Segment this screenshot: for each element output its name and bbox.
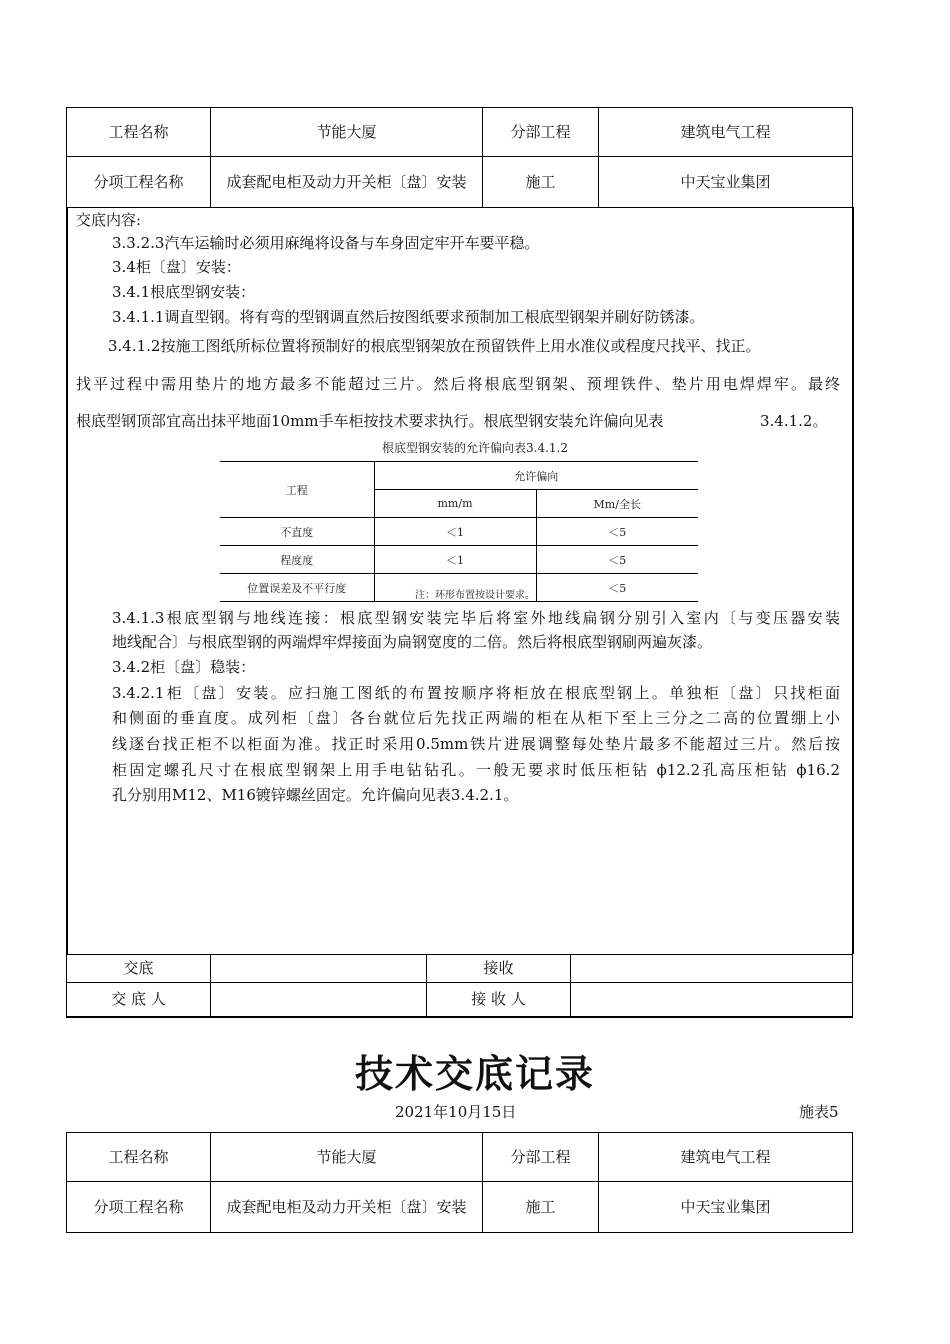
project-name-value: 节能大厦 [211,1133,483,1182]
row-total: ＜5 [536,546,698,574]
paragraph: 地线配合〕与根底型钢的两端焊牢焊接面为扁钢宽度的二倍。然后将根底型钢刷两遍灰漆。 [112,633,713,651]
col-mm-m-header: mm/m [374,490,536,518]
row-item: 位置误差及不平行度 [220,574,374,602]
table-note: 注：环形布置按设计要求。 [415,590,535,601]
handover-person-field[interactable] [211,983,427,1017]
paragraph: 3.4.2柜〔盘〕稳装： [112,658,256,676]
header-table-2 [66,1132,853,1233]
row-item: 不直度 [220,518,374,546]
form-number: 施表5 [799,1103,839,1121]
record-date: 2021年10月15日 [395,1103,517,1121]
col-deviation-header: 允许偏向 [374,462,698,490]
receive-person-field[interactable] [571,983,853,1017]
table-caption: 根底型钢安装的允许偏向表3.4.1.2 [382,441,568,455]
receive-label: 接收 [427,955,571,983]
division-value: 建筑电气工程 [599,1133,853,1182]
col-mm-total-header: Mm/全长 [536,490,698,518]
row-mm-m: ＜1 [374,518,536,546]
paragraph: 3.3.2.3汽车运输时必须用麻绳将设备与车身固定牢开车要平稳。 [112,234,540,252]
paragraph: 和侧面的垂直度。成列柜〔盘〕各台就位后先找正两端的柜在从柜下至上三分之二高的位置绷上小 [112,709,840,727]
page-title: 技术交底记录 [354,1052,595,1096]
subitem-value: 成套配电柜及动力开关柜〔盘〕安装 [211,1182,483,1233]
header-table [66,107,853,208]
subitem-label: 分项工程名称 [67,157,211,208]
handover-field[interactable] [211,955,427,983]
deviation-table [220,461,698,602]
paragraph: 3.4.1.2按施工图纸所标位置将预制好的根底型钢架放在预留铁件上用水准仪或程度尺找平、找正。 [108,337,761,355]
construction-label: 施工 [483,1182,599,1233]
paragraph: 3.4柜〔盘〕安装： [112,258,241,276]
paragraph: 3.4.1.3根底型钢与地线连接：根底型钢安装完毕后将室外地线扁钢分别引入室内〔与变压器安装 [112,609,840,627]
subitem-value: 成套配电柜及动力开关柜〔盘〕安装 [211,157,483,208]
division-label: 分部工程 [483,108,599,157]
project-name-value: 节能大厦 [211,108,483,157]
row-item: 程度度 [220,546,374,574]
table-reference: 3.4.1.2。 [760,412,828,430]
subitem-label: 分项工程名称 [67,1182,211,1233]
row-mm-m: ＜1 [374,546,536,574]
table-row [220,518,698,546]
project-name-label: 工程名称 [67,108,211,157]
paragraph: 柜固定螺孔尺寸在根底型钢架上用手电钻钻孔。一般无要求时低压柜钻 ϕ12.2孔高压柜钻 ϕ16.2 [112,761,840,779]
col-item-header: 工程 [220,462,374,518]
project-name-label: 工程名称 [67,1133,211,1182]
paragraph: 根底型钢顶部宜高出抹平地面10mm手车柜按技术要求执行。根底型钢安装允许偏向见表 [76,412,664,430]
handover-person-label: 交 底 人 [67,983,211,1017]
content-heading: 交底内容: [76,211,142,229]
construction-value: 中天宝业集团 [599,1182,853,1233]
division-label: 分部工程 [483,1133,599,1182]
paragraph: 找平过程中需用垫片的地方最多不能超过三片。然后将根底型钢架、预埋铁件、垫片用电焊焊牢。最终 [76,375,840,393]
handover-label: 交底 [67,955,211,983]
signature-table [66,954,853,1018]
paragraph: 3.4.1.1调直型钢。将有弯的型钢调直然后按图纸要求预制加工根底型钢架并刷好防锈漆。 [112,308,705,326]
receive-person-label: 接 收 人 [427,983,571,1017]
paragraph: 线逐台找正柜不以柜面为准。找正时采用0.5mm铁片进展调整每处垫片最多不能超过三片。然后按 [112,735,840,753]
paragraph: 孔分别用M12、M16镀锌螺丝固定。允许偏向见表3.4.2.1。 [112,786,519,804]
paragraph: 3.4.2.1柜〔盘〕安装。应扫施工图纸的布置按顺序将柜放在根底型钢上。单独柜〔盘〕只找柜面 [112,684,840,702]
row-total: ＜5 [536,574,698,602]
row-total: ＜5 [536,518,698,546]
receive-field[interactable] [571,955,853,983]
paragraph: 3.4.1根底型钢安装： [112,283,256,301]
construction-label: 施工 [483,157,599,208]
division-value: 建筑电气工程 [599,108,853,157]
table-row [220,546,698,574]
construction-value: 中天宝业集团 [599,157,853,208]
